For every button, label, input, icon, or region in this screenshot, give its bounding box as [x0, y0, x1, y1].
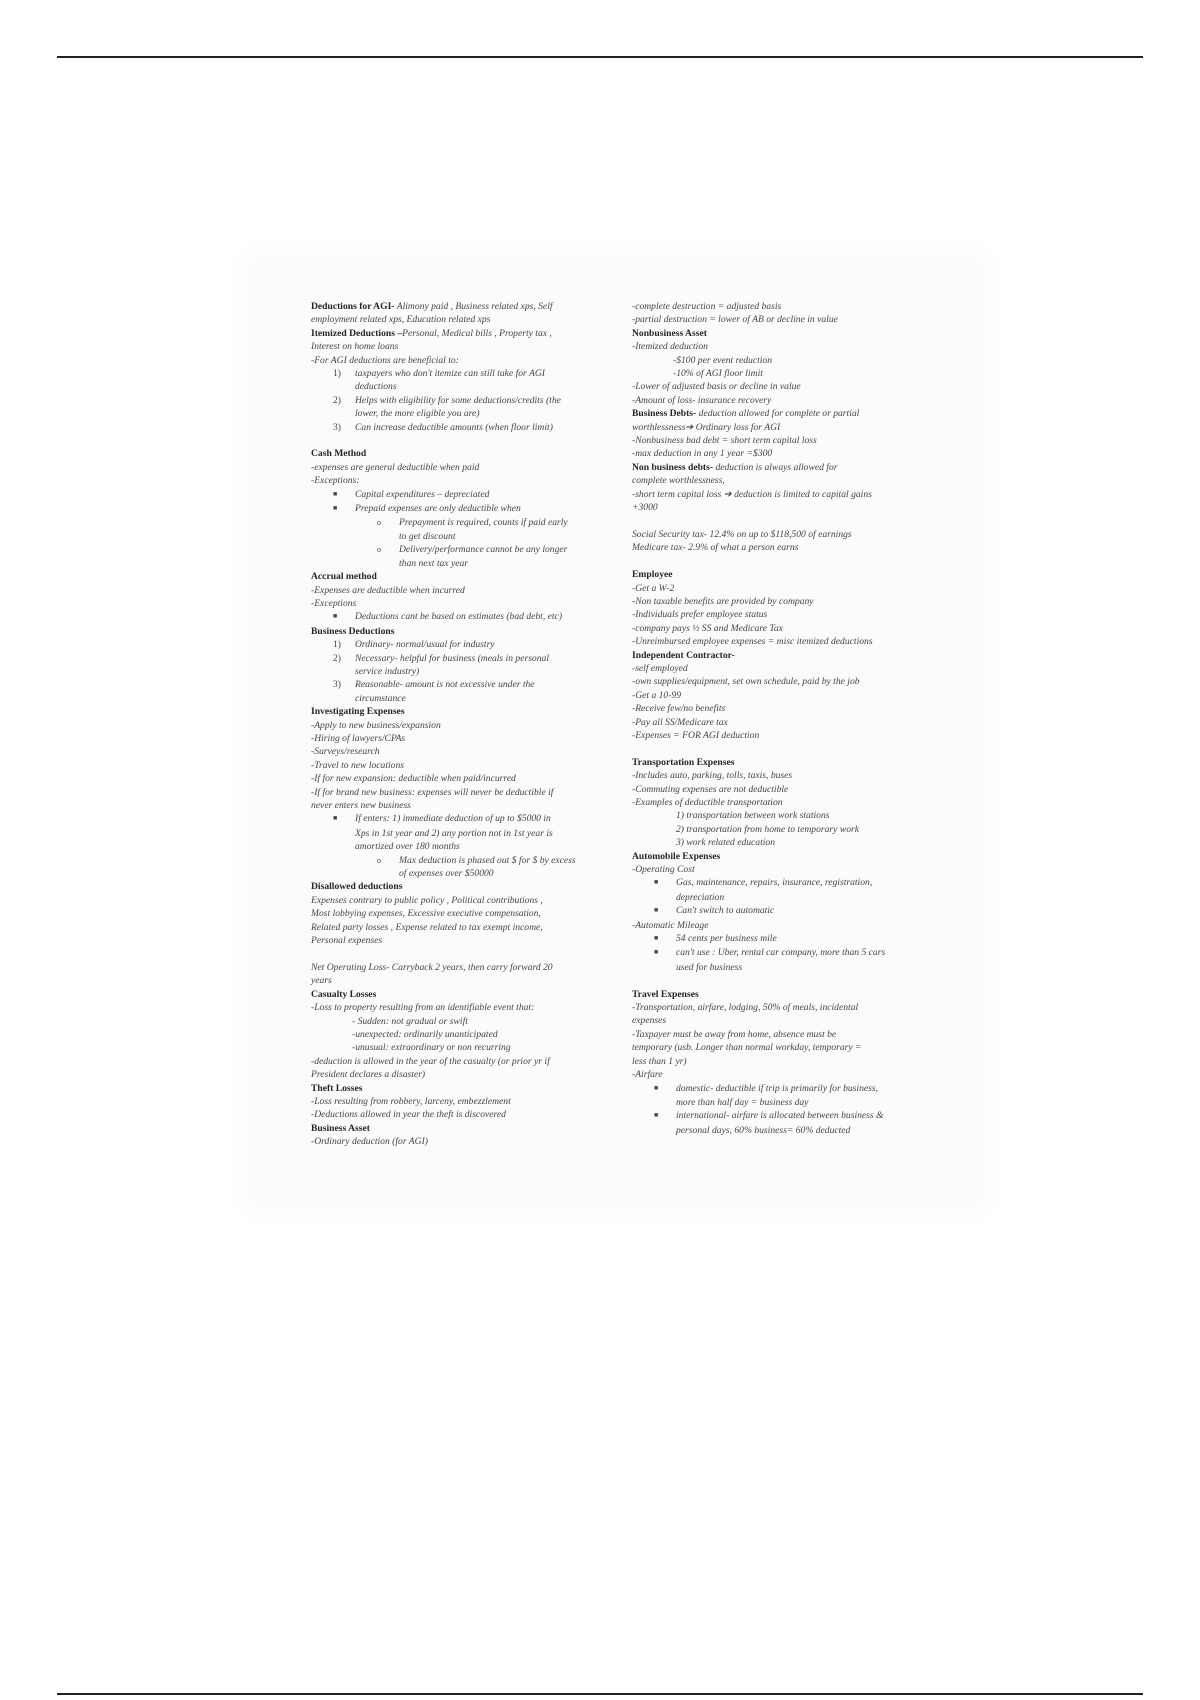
line-text: Can increase deductible amounts (when floor limit): [355, 421, 553, 433]
note-line: [632, 783, 937, 796]
line-text: -Lower of adjusted basis or decline in value: [632, 381, 801, 393]
line-text: -unusual: extraordinary or non recurring: [352, 1042, 511, 1054]
bottom-rule: [57, 1693, 1143, 1695]
line-text: -Exceptions: [311, 597, 357, 609]
line-text: 54 cents per business mile: [676, 933, 777, 945]
line-text: -max deduction in any 1 year =$300: [632, 448, 773, 460]
right-column: [632, 300, 937, 1137]
line-text: Expenses contrary to public policy , Political contributions ,: [311, 894, 543, 906]
line-text: -Automatic Mileage: [632, 919, 709, 931]
square-bullet-icon: ■: [333, 612, 338, 621]
line-text: President declares a disaster): [311, 1069, 426, 1081]
line-text: -expenses are general deductible when paid: [311, 461, 480, 473]
note-line: [632, 1124, 937, 1137]
note-line: [311, 461, 616, 474]
line-text: used for business: [676, 961, 743, 973]
note-line: [632, 622, 937, 635]
blank-line: [632, 974, 937, 987]
section-heading: [311, 1122, 616, 1135]
note-line: [632, 891, 937, 904]
note-line: [311, 799, 616, 812]
note-line: [311, 1041, 616, 1054]
blank-line: [632, 515, 937, 528]
line-text: -Loss to property resulting from an identifiable event that:: [311, 1002, 535, 1014]
line-text: -10% of AGI floor limit: [673, 368, 763, 380]
note-line: [311, 1108, 616, 1121]
line-text: -Expenses are deductible when incurred: [311, 584, 465, 596]
note-line: [632, 1041, 937, 1054]
section-heading: [632, 756, 937, 769]
line-text: deductions: [355, 381, 397, 393]
section-heading: [311, 447, 616, 460]
left-column: [311, 300, 616, 1149]
bold-term: Travel Expenses: [632, 988, 699, 1000]
list-number: 2): [333, 394, 341, 406]
note-line: [632, 932, 937, 946]
blank-line: [311, 947, 616, 960]
line-text: -Transportation, airfare, lodging, 50% of meals, incidental: [632, 1002, 859, 1014]
note-line: [311, 974, 616, 987]
note-line: [632, 421, 937, 434]
line-text: -complete destruction = adjusted basis: [632, 301, 782, 312]
note-line: [311, 678, 616, 691]
line-text: -short term capital loss ➔ deduction is limited to capital gains: [632, 488, 872, 500]
line-text: Gas, maintenance, repairs, insurance, registration,: [676, 877, 873, 889]
line-text: taxpayers who don't itemize can still take for AGI: [355, 368, 545, 380]
line-text: -$100 per event reduction: [673, 354, 773, 366]
note-line: [311, 1001, 616, 1014]
list-number: 3): [333, 421, 341, 433]
line-text: circumstance: [355, 692, 406, 704]
line-text: Helps with eligibility for some deductions/credits (the: [355, 394, 561, 406]
line-text: -Non taxable benefits are provided by company: [632, 595, 814, 607]
line-text: Xps in 1st year and 2) any portion not in 1st year is: [355, 827, 553, 839]
line-text: -Amount of loss- insurance recovery: [632, 394, 772, 406]
line-text: deduction is always allowed for: [713, 461, 838, 473]
line-text: -Exceptions:: [311, 475, 360, 487]
note-line: [632, 1028, 937, 1041]
line-text: Personal, Medical bills , Property tax ,: [402, 327, 552, 339]
note-line: [632, 961, 937, 974]
list-number: 1): [333, 368, 341, 380]
section-heading: [632, 850, 937, 863]
note-line: [311, 827, 616, 840]
line-text: +3000: [632, 502, 658, 514]
line-text: -self employed: [632, 662, 688, 674]
note-line: [311, 665, 616, 678]
bold-term: Business Debts-: [632, 408, 697, 420]
line-text: Personal expenses: [311, 935, 383, 947]
bold-term: Nonbusiness Asset: [632, 327, 707, 339]
line-text: -Apply to new business/expansion: [311, 719, 441, 731]
note-line: [632, 1068, 937, 1081]
line-text: Social Security tax- 12.4% on up to $118,500 of earnings: [632, 528, 852, 540]
list-number: 1): [333, 639, 341, 651]
note-line: [311, 516, 616, 529]
line-text: -Unreimbursed employee expenses = misc itemized deductions: [632, 636, 873, 648]
bold-term: Casualty Losses: [311, 988, 377, 1000]
square-bullet-icon: ■: [333, 504, 338, 513]
line-text: -unexpected: ordinarily unanticipated: [352, 1028, 498, 1040]
note-line: [311, 1068, 616, 1081]
line-text: depreciation: [676, 891, 725, 903]
bold-term: Theft Losses: [311, 1082, 363, 1094]
note-line: [311, 1028, 616, 1041]
note-line: [311, 1135, 616, 1148]
section-heading: [311, 705, 616, 718]
note-line: [632, 919, 937, 932]
line-text: Related party losses , Expense related to tax exempt income,: [311, 921, 543, 933]
note-line: [311, 772, 616, 785]
square-bullet-icon: ■: [333, 489, 338, 498]
section-heading: [632, 568, 937, 581]
bold-term: Independent Contractor-: [632, 649, 735, 661]
note-line: [311, 652, 616, 665]
note-line: [632, 394, 937, 407]
note-line: [311, 812, 616, 826]
bold-term: Automobile Expenses: [632, 850, 721, 862]
note-line: [632, 608, 937, 621]
square-bullet-icon: ■: [654, 1083, 659, 1092]
section-heading: [632, 988, 937, 1001]
blank-line: [632, 555, 937, 568]
note-line: [311, 502, 616, 516]
line-text: -Taxpayer must be away from home, absence must be: [632, 1028, 837, 1040]
note-line: [311, 745, 616, 758]
bold-term: Transportation Expenses: [632, 756, 735, 768]
note-line: [632, 1001, 937, 1014]
note-line: [632, 635, 937, 648]
line-text: amortized over 180 months: [355, 841, 460, 853]
square-bullet-icon: ■: [654, 948, 659, 957]
note-line: [311, 313, 616, 326]
line-text: Necessary- helpful for business (meals in personal: [355, 652, 549, 664]
line-text: -Pay all SS/Medicare tax: [632, 716, 728, 728]
section-heading: [311, 570, 616, 583]
note-line: [311, 584, 616, 597]
bold-term: Disallowed deductions: [311, 881, 403, 893]
circle-bullet-icon: o: [377, 518, 381, 528]
list-number: 3): [333, 679, 341, 691]
line-text: -Itemized deduction: [632, 341, 708, 353]
line-text: If enters: 1) immediate deduction of up to $5000 in: [355, 813, 551, 825]
line-text: Reasonable- amount is not excessive under the: [355, 679, 535, 691]
bold-term: Business Asset: [311, 1122, 370, 1134]
line-text: -Ordinary deduction (for AGI): [311, 1136, 428, 1148]
top-rule: [57, 56, 1143, 58]
note-line: [311, 961, 616, 974]
line-text: -Loss resulting from robbery, larceny, embezzlement: [311, 1095, 511, 1107]
square-bullet-icon: ■: [654, 906, 659, 915]
line-text: Ordinary- normal/usual for industry: [355, 639, 495, 651]
note-line: [632, 863, 937, 876]
line-text: -For AGI deductions are beneficial to:: [311, 354, 459, 366]
line-text: -Receive few/no benefits: [632, 703, 726, 715]
note-line: [311, 530, 616, 543]
line-text: -company pays ½ SS and Medicare Tax: [632, 622, 783, 634]
line-text: -Travel to new locations: [311, 759, 404, 771]
note-line: [311, 300, 616, 313]
square-bullet-icon: ■: [333, 814, 338, 823]
note-line: [311, 380, 616, 393]
note-line: [632, 836, 937, 849]
note-line: [311, 759, 616, 772]
note-line: [311, 1055, 616, 1068]
note-line: [311, 407, 616, 420]
section-heading: [632, 649, 937, 662]
note-line: [632, 904, 937, 918]
blank-line: [311, 434, 616, 447]
note-line: [632, 595, 937, 608]
note-line: [632, 769, 937, 782]
bold-term: Cash Method: [311, 448, 367, 460]
bold-term: Deductions for AGI-: [311, 301, 395, 312]
line-text: international- airfare is allocated between business &: [676, 1110, 884, 1122]
note-line: [632, 501, 937, 514]
note-line: [311, 1095, 616, 1108]
line-text: complete worthlessness,: [632, 475, 725, 487]
note-line: [311, 557, 616, 570]
note-line: [311, 638, 616, 651]
note-line: [311, 340, 616, 353]
line-text: -Nonbusiness bad debt = short term capital loss: [632, 435, 817, 447]
note-line: [311, 854, 616, 867]
note-line: [632, 488, 937, 501]
line-text: -partial destruction = lower of AB or decline in value: [632, 314, 838, 326]
line-text: -Get a 10-99: [632, 689, 682, 701]
note-line: [311, 394, 616, 407]
line-text: 3) work related education: [676, 837, 776, 849]
square-bullet-icon: ■: [654, 878, 659, 887]
line-text: Prepayment is required, counts if paid early: [399, 517, 568, 529]
note-line: [632, 716, 937, 729]
line-text: less than 1 yr): [632, 1055, 687, 1067]
note-line: [632, 823, 937, 836]
line-text: expenses: [632, 1015, 667, 1027]
note-line: [632, 796, 937, 809]
line-text: -Surveys/research: [311, 746, 380, 758]
line-text: to get discount: [399, 530, 456, 542]
note-line: [311, 367, 616, 380]
note-line: [632, 447, 937, 460]
note-line: [632, 729, 937, 742]
line-text: Capital expenditures – depreciated: [355, 488, 490, 500]
note-line: [632, 689, 937, 702]
section-heading: [632, 327, 937, 340]
line-text: -Operating Cost: [632, 864, 695, 876]
bold-term: Itemized Deductions –: [311, 327, 403, 339]
note-line: [311, 1015, 616, 1028]
scanned-notes-page: [256, 260, 976, 1202]
line-text: service industry): [355, 665, 420, 677]
line-text: -Includes auto, parking, tolls, taxis, buses: [632, 770, 793, 782]
line-text: Delivery/performance cannot be any longer: [399, 544, 568, 556]
line-text: -If for new expansion: deductible when paid/incurred: [311, 773, 516, 785]
note-line: [632, 354, 937, 367]
line-text: Prepaid expenses are only deductible when: [355, 503, 521, 515]
note-line: [632, 1055, 937, 1068]
square-bullet-icon: ■: [654, 1111, 659, 1120]
line-text: more than half day = business day: [676, 1096, 809, 1108]
line-text: employment related xps, Education related xps: [311, 314, 491, 326]
note-line: [311, 907, 616, 920]
bold-term: Employee: [632, 569, 673, 581]
line-text: Most lobbying expenses, Excessive executive compensation,: [311, 908, 541, 920]
line-text: personal days, 60% business= 60% deducted: [676, 1124, 851, 1136]
line-text: -Commuting expenses are not deductible: [632, 783, 789, 795]
note-line: [311, 786, 616, 799]
line-text: -Individuals prefer employee status: [632, 609, 768, 621]
list-number: 2): [333, 652, 341, 664]
line-text: Medicare tax- 2.9% of what a person earns: [632, 542, 799, 554]
line-text: lower, the more eligible you are): [355, 408, 480, 420]
note-line: [632, 702, 937, 715]
note-line: [632, 1109, 937, 1123]
bold-term: Investigating Expenses: [311, 706, 405, 718]
note-line: [632, 1014, 937, 1027]
note-line: [632, 461, 937, 474]
line-text: worthlessness➔ Ordinary loss for AGI: [632, 421, 781, 433]
note-line: [632, 876, 937, 890]
note-line: [632, 1096, 937, 1109]
line-text: never enters new business: [311, 800, 411, 812]
note-line: [632, 340, 937, 353]
note-line: [632, 380, 937, 393]
note-line: [311, 354, 616, 367]
circle-bullet-icon: o: [377, 545, 381, 555]
bold-term: Accrual method: [311, 571, 377, 583]
line-text: -Airfare: [632, 1069, 663, 1081]
line-text: temporary (usb. Longer than normal workday, temporary =: [632, 1042, 862, 1054]
note-line: [311, 543, 616, 556]
note-line: [632, 300, 937, 313]
note-line: [632, 662, 937, 675]
line-text: -Get a W-2: [632, 582, 675, 594]
line-text: deduction allowed for complete or partial: [696, 408, 860, 420]
line-text: Max deduction is phased out $ for $ by excess: [399, 854, 576, 866]
note-line: [311, 474, 616, 487]
line-text: -Hiring of lawyers/CPAs: [311, 732, 406, 744]
note-line: [632, 946, 937, 960]
line-text: domestic- deductible if trip is primarily for business,: [676, 1082, 878, 1094]
note-line: [311, 840, 616, 853]
note-line: [632, 367, 937, 380]
line-text: Net Operating Loss- Carryback 2 years, then carry forward 20: [311, 961, 553, 973]
note-line: [311, 894, 616, 907]
section-heading: [311, 880, 616, 893]
note-line: [311, 921, 616, 934]
note-line: [311, 421, 616, 434]
line-text: than next tax year: [399, 557, 468, 569]
line-text: Alimony paid , Business related xps, Self: [394, 301, 553, 312]
line-text: Interest on home loans: [311, 341, 399, 353]
note-line: [311, 610, 616, 624]
line-text: of expenses over $50000: [399, 868, 494, 880]
note-line: [632, 809, 937, 822]
line-text: can't use : Uber, rental car company, more than 5 cars: [676, 947, 886, 959]
note-line: [311, 327, 616, 340]
note-line: [632, 528, 937, 541]
square-bullet-icon: ■: [654, 934, 659, 943]
line-text: -Deductions allowed in year the theft is discovered: [311, 1109, 506, 1121]
note-line: [311, 867, 616, 880]
note-line: [632, 407, 937, 420]
note-line: [311, 488, 616, 502]
note-line: [311, 692, 616, 705]
note-line: [632, 313, 937, 326]
circle-bullet-icon: o: [377, 855, 381, 865]
line-text: 1) transportation between work stations: [676, 810, 830, 822]
section-heading: [311, 1082, 616, 1095]
blank-line: [632, 742, 937, 755]
line-text: years: [311, 975, 332, 987]
line-text: 2) transportation from home to temporary work: [676, 823, 859, 835]
bold-term: Business Deductions: [311, 625, 395, 637]
note-line: [632, 582, 937, 595]
line-text: Can't switch to automatic: [676, 905, 775, 917]
bold-term: Non business debts-: [632, 461, 714, 473]
note-line: [632, 1082, 937, 1096]
line-text: Deductions cant be based on estimates (bad debt, etc): [355, 611, 563, 623]
note-line: [311, 597, 616, 610]
line-text: -own supplies/equipment, set own schedule, paid by the job: [632, 676, 860, 688]
line-text: - Sudden: not gradual or swift: [352, 1015, 468, 1027]
line-text: -deduction is allowed in the year of the casualty (or prior yr if: [311, 1055, 550, 1067]
note-line: [311, 934, 616, 947]
section-heading: [311, 625, 616, 638]
note-line: [311, 719, 616, 732]
line-text: -Examples of deductible transportation: [632, 796, 783, 808]
line-text: -Expenses = FOR AGI deduction: [632, 729, 760, 741]
section-heading: [311, 988, 616, 1001]
note-line: [632, 541, 937, 554]
note-line: [632, 474, 937, 487]
note-line: [311, 732, 616, 745]
note-line: [632, 675, 937, 688]
note-line: [632, 434, 937, 447]
line-text: -If for brand new business: expenses will never be deductible if: [311, 786, 554, 798]
